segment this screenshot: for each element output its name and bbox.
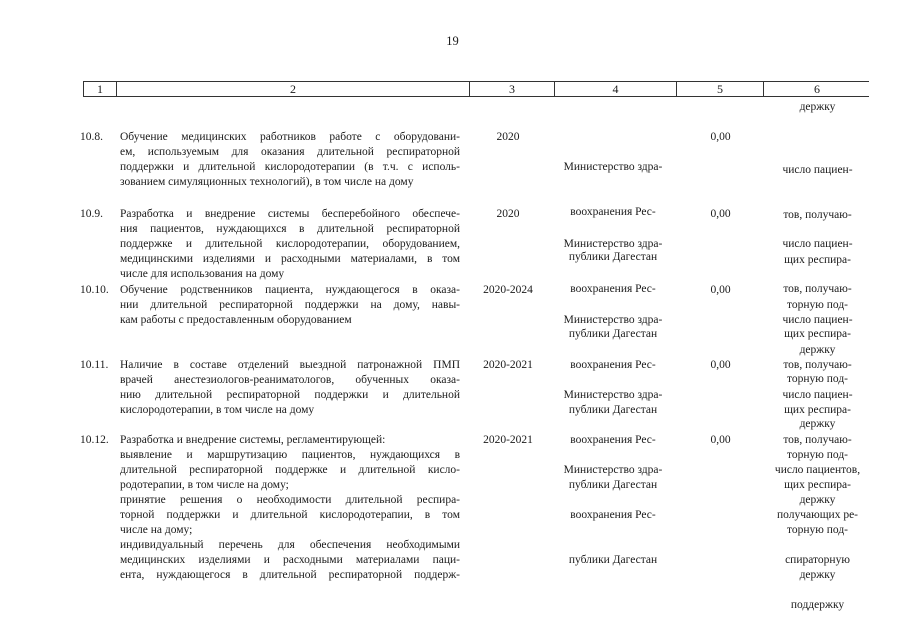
row-description: Обучение родственников пациента, нуждающегося в оказа- нии длительной респираторной поддержки на дому, навы- кам работы с предоставленным оборудованием [120, 284, 460, 326]
row-number: 10.10. [80, 284, 109, 296]
row-executor: Министерство здра- воохранения Рес- публики Дагестан [563, 464, 663, 566]
row-indicator: число пациен- тов, получаю- щих респира- торную под- держку [782, 389, 853, 581]
row-description: Разработка и внедрение системы бесперебойного обеспече- ния пациентов, нуждающихся в длительной респираторной поддержке и длительной кислородотерапии, оборудованием, медицинскими изделиями и расходными материалами, в том числе для использования на дому [120, 208, 460, 280]
table-header [83, 81, 869, 97]
row-funding: 0,00 [710, 359, 731, 371]
row-number: 10.12. [80, 434, 109, 446]
header-col-1: 1 [84, 82, 117, 96]
row-executor: Министерство здра- воохранения Рес- публики Дагестан [563, 161, 663, 263]
row-executor: Министерство здра- воохранения Рес- публики Дагестан [563, 314, 663, 416]
header-col-5: 5 [677, 82, 764, 96]
row-year: 2020-2021 [483, 434, 533, 446]
header-col-4: 4 [555, 82, 677, 96]
row-indicator: число пациентов, получающих ре- спираторную поддержку [774, 464, 861, 611]
row-year: 2020 [496, 208, 520, 220]
row-funding: 0,00 [710, 434, 731, 446]
header-col-6: 6 [814, 82, 820, 96]
row-description: Разработка и внедрение системы, регламентирующей: выявление и маршрутизацию пациентов, нуждающихся в длительной респираторной поддержке и длительной кисло- родотерапии, в том числе на дому; принятие решения о необходимости длительной респира- торной поддержки и длительной кислородотерапии, в том числе на дому; индивидуальный перечень для обеспечения необходимыми медицинских изделиями и расходными материалами паци- ента, нуждающегося в длительной респираторной поддерж- [120, 434, 460, 581]
row-number: 10.9. [80, 208, 103, 220]
page-number: 19 [446, 34, 459, 48]
row-executor: Министерство здра- воохранения Рес- публики Дагестан [563, 238, 663, 340]
header-col-2: 2 [117, 82, 470, 96]
row-year: 2020-2021 [483, 359, 533, 371]
row-description: Наличие в составе отделений выездной патронажной ПМП врачей анестезиологов-реаниматологов, обученных оказа- нию длительной респираторной поддержки и длительной кислородотерапии, в том числе на дому [120, 359, 460, 416]
row-funding: 0,00 [710, 284, 731, 296]
row-year: 2020-2024 [483, 284, 533, 296]
row-indicator: число пациен- тов, получаю- щих респира- торную под- держку [782, 238, 853, 430]
row-number: 10.11. [80, 359, 109, 371]
row-executor: Министерство здра- воохранения Рес- публики Дагестан [563, 389, 663, 491]
row-funding: 0,00 [710, 131, 731, 143]
row-indicator: число пациен- тов, получаю- щих респира- торную под- держку [782, 314, 853, 506]
row-description: Обучение медицинских работников работе с оборудовани- ем, используемым для оказания длительной респираторной поддержки и длительной кислородотерапии (в т.ч. с исполь- зованием симуляционных технологий), в том числе на дому [120, 131, 460, 188]
row-funding: 0,00 [710, 208, 731, 220]
header-col-3: 3 [470, 82, 555, 96]
continuation-text: держку [799, 101, 836, 113]
row-indicator: число пациен- тов, получаю- щих респира- торную под- держку [782, 164, 853, 356]
row-number: 10.8. [80, 131, 103, 143]
row-year: 2020 [496, 131, 520, 143]
